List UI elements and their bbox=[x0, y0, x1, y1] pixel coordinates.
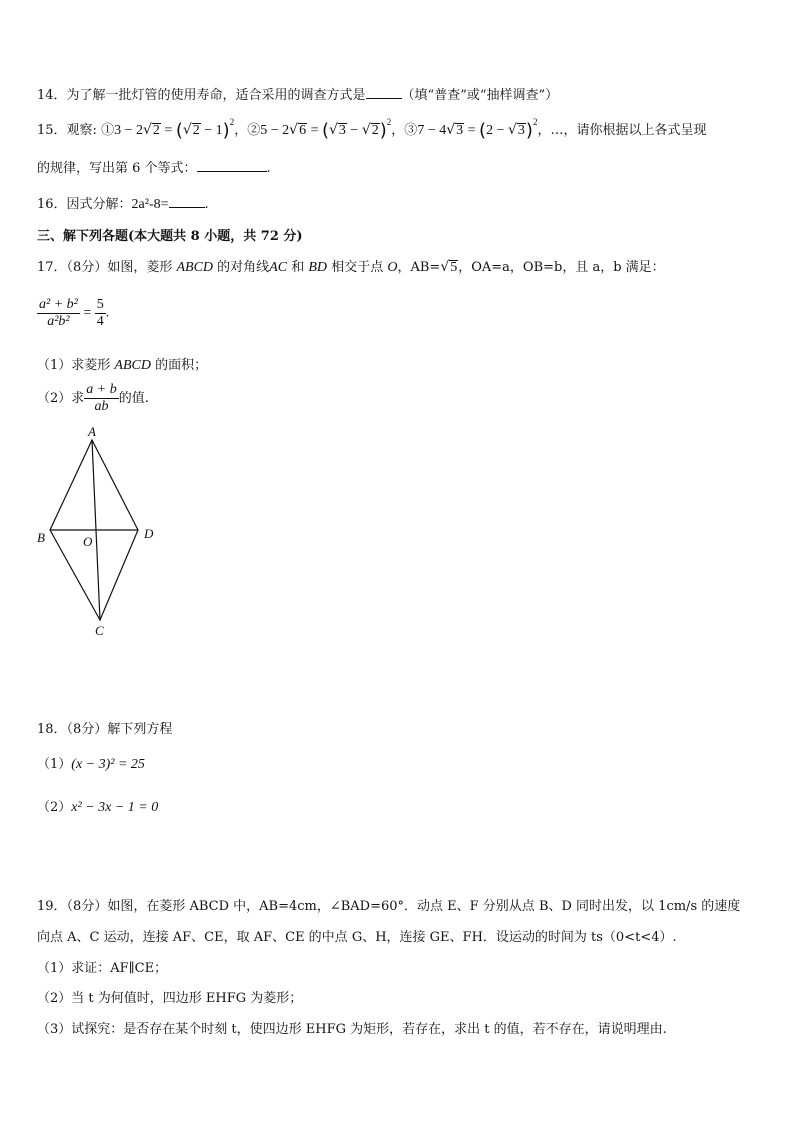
q17-part2 bbox=[37, 382, 149, 415]
q17-mid2: 相交于点 bbox=[331, 260, 384, 275]
q18-p2-expr: x² − 3x − 1 = 0 bbox=[71, 800, 159, 815]
label-b: B bbox=[37, 530, 45, 545]
q17-p2-suffix: 的值. bbox=[118, 391, 149, 406]
q17-bd: BD bbox=[308, 260, 328, 275]
q15-item1-mark: ① bbox=[101, 123, 115, 138]
q16-period: . bbox=[204, 197, 209, 212]
question-15: 15．观察: ①3 − $2√2 = (√2 - 1)^2$，②5 − $2√6 = (√3 - √2)^2$，③7 − $4√3 = (2 - √3)^2$，…，请你根据以上各式呈现 bbox=[37, 117, 707, 141]
q15-blank bbox=[197, 170, 267, 172]
q19-part1: （1）求证：AF∥CE； bbox=[37, 961, 168, 976]
q15-line2: 的规律，写出第 6 个等式： bbox=[37, 161, 197, 176]
q18-part1 bbox=[37, 753, 145, 773]
q16-blank bbox=[169, 206, 205, 208]
q14-blank bbox=[366, 97, 402, 99]
q15-eq3: $7 - 4√3 = (2 - √3)^2$ bbox=[417, 117, 538, 141]
question-15-line2 bbox=[37, 157, 271, 176]
question-19-line2: 向点 A、C 运动，连接 AF、CE，取 AF、CE 的中点 G、H，连接 GE、FH．设运动的时间为 ts（0<t<4）. bbox=[37, 930, 677, 945]
question-14 bbox=[37, 84, 558, 103]
q17-p1-suffix: 的面积； bbox=[155, 358, 208, 373]
q16-text: 16．因式分解： bbox=[37, 197, 132, 212]
question-16 bbox=[37, 193, 209, 213]
q17-abcd: ABCD bbox=[176, 260, 214, 275]
q17-frac-rhs bbox=[95, 297, 106, 330]
q14-tail: （填“普查”或“抽样调查”） bbox=[401, 88, 559, 103]
q17-p1-prefix: （1）求菱形 bbox=[37, 358, 111, 373]
section-3-title: 三、解下列各题(本大题共 8 小题，共 72 分) bbox=[37, 229, 303, 244]
question-19-line1: 19．（8分）如图，在菱形 ABCD 中，AB=4cm，∠BAD=60°．动点 E、F 分别从点 B、D 同时出发，以 1cm/s 的速度 bbox=[37, 899, 741, 914]
rhombus-figure bbox=[30, 420, 170, 645]
q18-part2 bbox=[37, 796, 158, 816]
q14-text: 14．为了解一批灯管的使用寿命，适合采用的调查方式是 bbox=[37, 88, 366, 103]
q15-eq1: $3 - 2√2 = (√2 - 1)^2$ bbox=[114, 117, 235, 141]
q15-eq2: $5 - 2√6 = (√3 - √2)^2$ bbox=[260, 117, 392, 141]
q17-ac: AC bbox=[269, 260, 288, 275]
q17-frac-den: a²b² bbox=[47, 314, 70, 329]
q17-p2-frac bbox=[84, 382, 118, 415]
q15-item3-mark: ③ bbox=[404, 123, 418, 138]
q17-frac-rhs-num: 5 bbox=[96, 297, 104, 312]
q15-item2-mark: ② bbox=[247, 123, 261, 138]
q17-p2-den: ab bbox=[94, 399, 109, 414]
q17-lead: 17．（8分）如图，菱形 bbox=[37, 260, 173, 275]
question-17: 17．（8分）如图，菱形 ABCD 的对角线AC 和 BD 相交于点 O，AB=√5，OA=a，OB=b，且 a，b 满足： bbox=[37, 259, 665, 275]
q17-p2-num: a + b bbox=[86, 382, 117, 397]
q19-part2: （2）当 t 为何值时，四边形 EHFG 为菱形； bbox=[37, 991, 303, 1006]
q17-frac-lhs bbox=[37, 297, 80, 330]
question-18: 18．（8分）解下列方程 bbox=[37, 722, 173, 737]
q15-period: . bbox=[266, 161, 271, 176]
q17-ab-eq: ，AB= bbox=[397, 260, 441, 275]
label-o: O bbox=[83, 534, 93, 549]
q17-frac-rhs-den: 4 bbox=[96, 314, 104, 329]
q17-p1-abcd: ABCD bbox=[114, 358, 151, 373]
q17-rest: ，OA=a，OB=b，且 a，b 满足： bbox=[458, 260, 665, 275]
label-d: D bbox=[144, 526, 154, 541]
q15-tail: ，…，请你根据以上各式呈现 bbox=[537, 123, 707, 138]
q17-mid1: 的对角线 bbox=[217, 260, 270, 275]
q17-sqrt5: 5 bbox=[450, 260, 458, 275]
q17-part1 bbox=[37, 354, 207, 374]
q18-p2-label: （2） bbox=[37, 800, 72, 815]
q15-intro: 15．观察: bbox=[37, 123, 102, 138]
label-a: A bbox=[88, 424, 96, 439]
label-c: C bbox=[95, 623, 104, 638]
q16-expr: 2a²-8= bbox=[131, 197, 169, 212]
q18-p1-expr: (x − 3)² = 25 bbox=[71, 757, 145, 772]
q17-p2-prefix: （2）求 bbox=[37, 391, 85, 406]
q17-and: 和 bbox=[291, 260, 305, 275]
q17-frac-num: a² + b² bbox=[39, 297, 78, 312]
q17-condition: $\frac{\text{a² + b²}}{\text{a²b²}}$ = $\frac{5}{4}$ . bbox=[39, 297, 110, 329]
q17-o: O bbox=[387, 260, 398, 275]
q19-part3: （3）试探究：是否存在某个时刻 t，使四边形 EHFG 为矩形，若存在，求出 t 的值，若不存在，请说明理由. bbox=[37, 1022, 667, 1037]
q18-p1-label: （1） bbox=[37, 757, 72, 772]
